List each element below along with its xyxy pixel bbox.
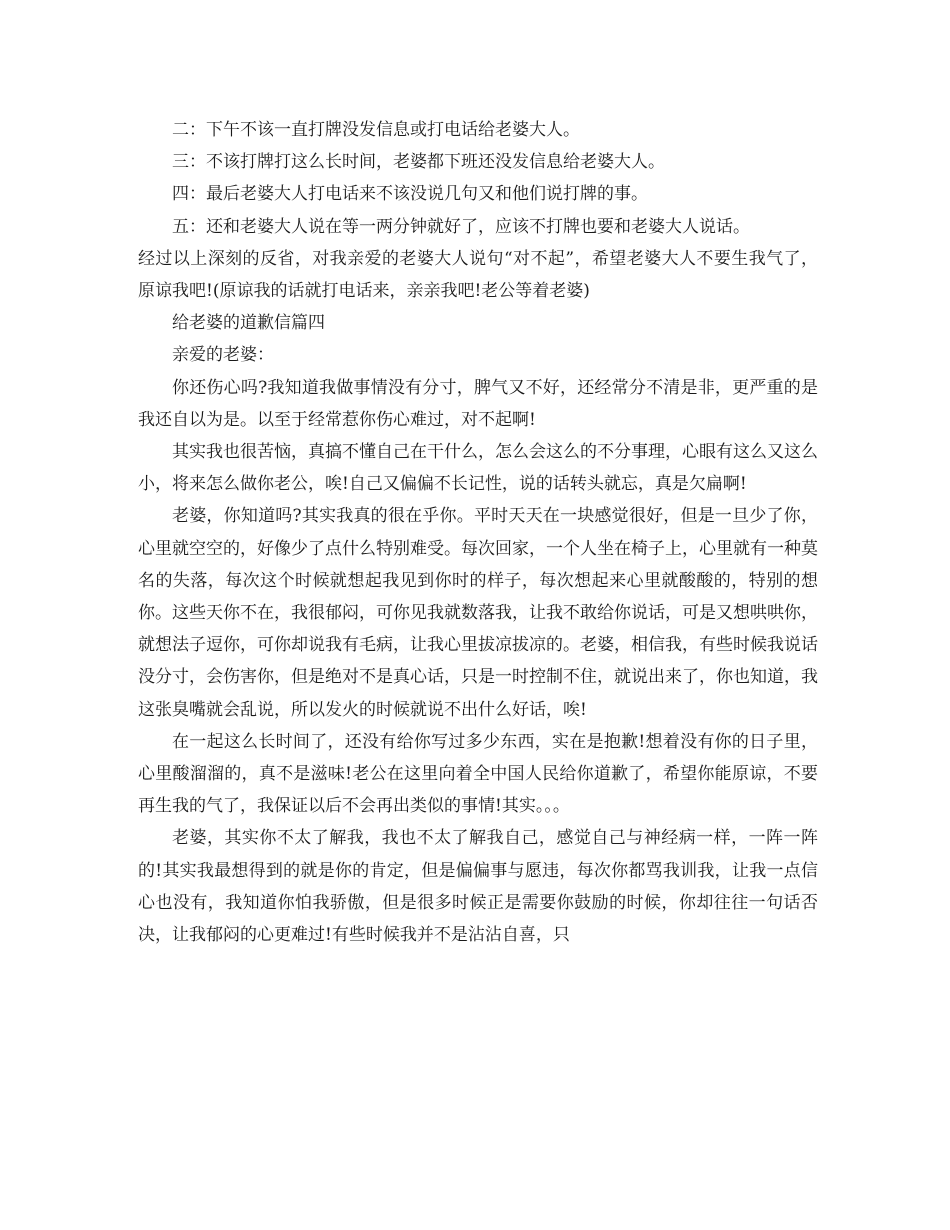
paragraph: 老婆，你知道吗?其实我真的很在乎你。平时天天在一块感觉很好，但是一旦少了你，心里就空空的，好像少了点什么特别难受。每次回家，一个人坐在椅子上，心里就有一种莫名的失落，每次这个时候就想起我见到你时的样子，每次想起来心里就酸酸的，特别的想你。这些天你不在，我很郁闷，可你见我就数落我，让我不敢给你说话，可是又想哄哄你，就想法子逗你，可你却说我有毛病，让我心里拔凉拔凉的。老婆，相信我，有些时候我说话没分寸，会伤害你，但是绝对不是真心话，只是一时控制不住，就说出来了，你也知道，我这张臭嘴就会乱说，所以发火的时候就说不出什么好话，唉! [138,506,818,720]
section-heading: 给老婆的道歉信篇四 [172,313,325,334]
paragraph: 二：下午不该一直打牌没发信息或打电话给老婆大人。 [172,120,580,140]
document-body [138,114,818,951]
paragraph: 五：还和老婆大人说在等一两分钟就好了，应该不打牌也要和老婆大人说话。 [172,216,750,237]
salutation: 亲爱的老婆： [172,345,274,366]
paragraph: 经过以上深刻的反省，对我亲爱的老婆大人说句“对不起”，希望老婆大人不要生我气了，原谅我吧!(原谅我的话就打电话来，亲亲我吧!老公等着老婆) [138,248,818,302]
paragraph: 在一起这么长时间了，还没有给你写过多少东西，实在是抱歉!想着没有你的日子里，心里酸溜溜的，真不是滋味!老公在这里向着全中国人民给你道歉了，希望你能原谅，不要再生我的气了，我保证以后不会再出类似的事情!其实。。。 [138,731,818,817]
paragraph: 四：最后老婆大人打电话来不该没说几句又和他们说打牌的事。 [172,184,648,205]
paragraph: 三：不该打牌打这么长时间，老婆都下班还没发信息给老婆大人。 [172,152,665,173]
paragraph: 其实我也很苦恼，真搞不懂自己在干什么，怎么会这么的不分事理，心眼有这么又这么小，将来怎么做你老公，唉!自己又偏偏不长记性，说的话转头就忘，真是欠扁啊! [138,442,818,495]
paragraph: 老婆，其实你不太了解我，我也不太了解我自己，感觉自己与神经病一样，一阵一阵的!其实我最想得到的就是你的肯定，但是偏偏事与愿违，每次你都骂我训我，让我一点信心也没有，我知道你怕我骄傲，但是很多时候正是需要你鼓励的时候，你却往往一句话否决，让我郁闷的心更难过!有些时候我并不是沾沾自喜，只 [138,828,818,946]
paragraph: 你还伤心吗?我知道我做事情没有分寸，脾气又不好，还经常分不清是非，更严重的是我还自以为是。以至于经常惹你伤心难过，对不起啊! [138,377,818,430]
